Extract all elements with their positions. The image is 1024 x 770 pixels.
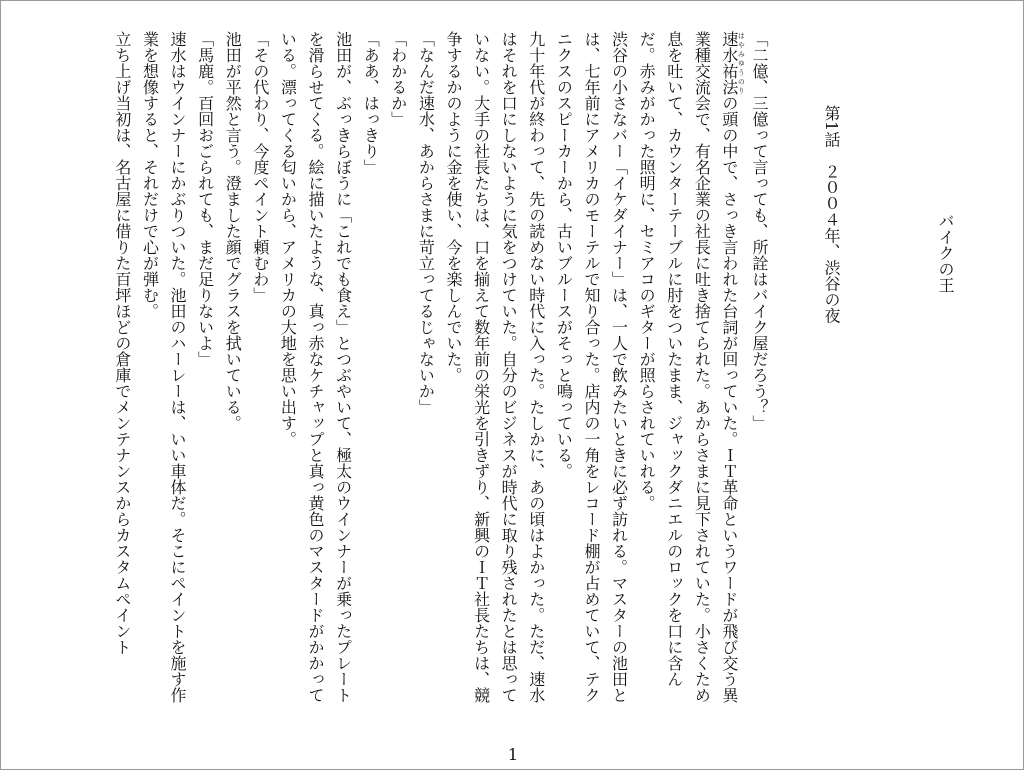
body-text bbox=[73, 31, 773, 711]
page-number: 1 bbox=[507, 745, 519, 764]
chapter-title: 第1話 ２００４年、渋谷の夜 bbox=[822, 105, 841, 324]
ruby-base: 速水祐法 bbox=[719, 31, 739, 95]
paragraph bbox=[633, 31, 746, 711]
ruby-reading: はやみゆうのり bbox=[737, 31, 746, 95]
paragraph: 渋谷の小さなバー「イケダイナー」は、一人で飲みたいときに必ず訪れる。マスターの池田とは、七年前にアメリカのモーテルで知り合った。店内の一角をレコード棚が占めていて、テクニクスのスピーカーから、古いブルースがそっと鳴っている。 bbox=[554, 31, 629, 703]
ruby-name bbox=[719, 31, 746, 95]
paragraph: 立ち上げ当初は、名古屋に借りた百坪ほどの倉庫でメンテナンスからカスタムペイント bbox=[112, 31, 132, 655]
paragraph: 「その代わり、今度ペイント頼むわ」 bbox=[250, 31, 270, 303]
paragraph: 「わかるか」 bbox=[388, 31, 408, 127]
paragraph-text: の頭の中で、さっき言われた台詞が回っていた。ＩＴ革命というワードが飛び交う異業種交流会で、有名企業の社長に吐き捨てられた。あからさまに見下されていた。小さくため息を吐いて、カウンターテーブルに肘をついたまま、ジャックダニエルのロックを口に含んだ。赤みがかった照明に、セミアコのギターが照らされていれる。 bbox=[637, 31, 739, 703]
paragraph: 「ああ、はっきり」 bbox=[361, 31, 381, 175]
paragraph: 「二億、三億って言っても、所詮はバイク屋だろう？」 bbox=[750, 31, 769, 431]
book-title: バイクの王 bbox=[936, 213, 955, 293]
paragraph: 「馬鹿。百回おごられても、まだ足りないよ」 bbox=[195, 31, 215, 367]
paragraph: 九十年代が終わって、先の読めない時代に入った。たしかに、あの頃はよかった。ただ、速水はそれを口にしないように気をつけていた。自分のビジネスが時代に取り残されたとは思っていない。大手の社長たちは、口を揃えて数年前の栄光を引きずり、新興のＩＴ社長たちは、競争するかのように金を使い、今を楽しんでいた。 bbox=[443, 31, 546, 703]
paragraph: 「なんだ速水、あからさまに苛立ってるじゃないか」 bbox=[416, 31, 436, 415]
paragraph: 池田が、ぶっきらぼうに「これでも食え」とつぶやいて、極太のウインナーが乗ったプレートを滑らせてくる。絵に描いたような、真っ赤なケチャップと真っ黄色のマスタードがかかっている。漂ってくる匂いから、アメリカの大地を思い出す。 bbox=[278, 31, 353, 703]
paragraph: 池田が平然と言う。澄ました顔でグラスを拭いている。 bbox=[223, 31, 243, 431]
paragraph: 速水はウインナーにかぶりついた。池田のハーレーは、いい車体だ。そこにペイントを施す作業を想像すると、それだけで心が弾む。 bbox=[140, 31, 188, 703]
